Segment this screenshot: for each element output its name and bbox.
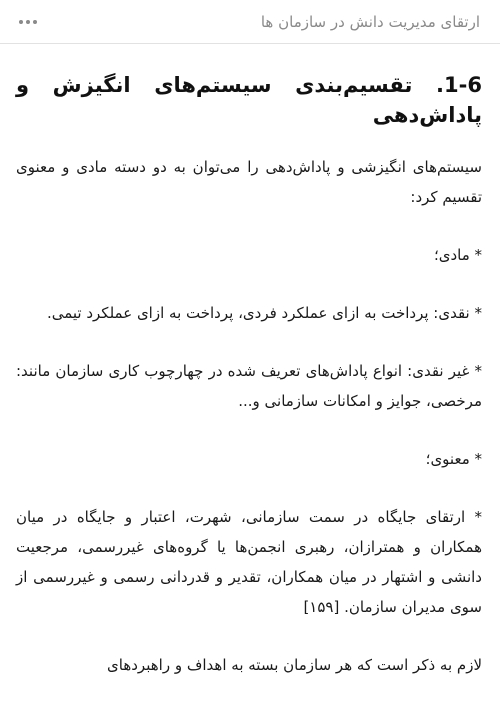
paragraph-intro: سیستم‌های انگیزشی و پاداش‌دهی را می‌توان به دو دسته مادی و معنوی تقسیم کرد:: [16, 158, 482, 206]
paragraph-non-cash: * غیر نقدی: انواع پاداش‌های تعریف شده در چهارچوب کاری سازمان مانند: مرخصی، جوایز و امکانات سازمانی و...: [16, 362, 482, 410]
book-title: ارتقای مدیریت دانش در سازمان ها: [260, 13, 480, 31]
top-bar: [0, 0, 500, 44]
paragraph-spiritual: * معنوی؛: [425, 450, 482, 468]
article-content: [16, 58, 482, 708]
more-dot: [19, 20, 23, 24]
more-dots-icon: [33, 20, 37, 24]
section-heading: 1-6. تقسیم‌بندی سیستم‌های انگیزش و پاداش‌دهی: [16, 73, 482, 127]
more-dot: [26, 20, 30, 24]
more-options-button[interactable]: [14, 12, 42, 32]
paragraph-material: * مادی؛: [433, 246, 482, 264]
paragraph-cash: * نقدی: پرداخت به ازای عملکرد فردی، پرداخت به ازای عملکرد تیمی.: [46, 304, 482, 322]
paragraph-note: لازم به ذکر است که هر سازمان بسته به اهداف و راهبردهای: [107, 656, 482, 674]
paragraph-promotion: * ارتقای جایگاه در سمت سازمانی، شهرت، اعتبار و جایگاه در میان همکاران و همترازان، رهبری انجمن‌ها یا گروه‌های غیررسمی، مرجعیت دانشی و اشتهار در میان همکاران، تقدیر و قدردانی رسمی و غیررسمی از سوی مدیران سازمان. [۱۵۹]: [16, 508, 482, 616]
